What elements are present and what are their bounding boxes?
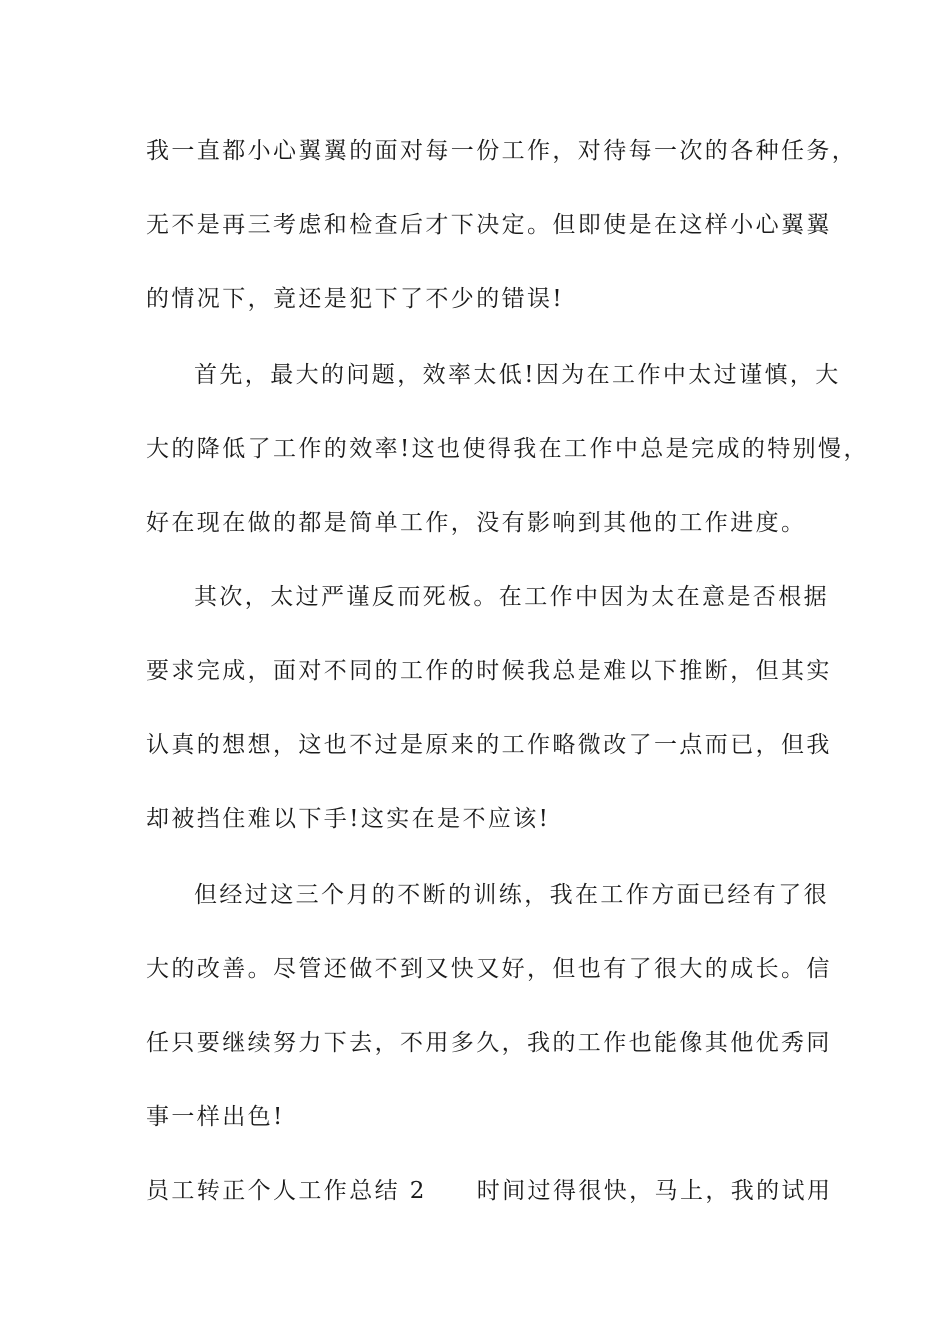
section-title: 员工转正个人工作总结 2 bbox=[146, 1178, 427, 1204]
paragraph-line: 但经过这三个月的不断的训练，我在工作方面已经有了很 bbox=[194, 882, 829, 908]
paragraph-line: 无不是再三考虑和检查后才下决定。但即使是在这样小心翼翼 bbox=[146, 212, 832, 238]
paragraph-line: 大的改善。尽管还做不到又快又好，但也有了很大的成长。信 bbox=[146, 956, 832, 982]
paragraph-line: 好在现在做的都是简单工作，没有影响到其他的工作进度。 bbox=[146, 510, 807, 536]
paragraph-line: 首先，最大的问题，效率太低!因为在工作中太过谨慎，大 bbox=[194, 362, 841, 388]
paragraph-line: 其次，太过严谨反而死板。在工作中因为太在意是否根据 bbox=[194, 584, 829, 610]
section-text: 时间过得很快，马上，我的试用 bbox=[476, 1178, 833, 1204]
paragraph-line: 认真的想想，这也不过是原来的工作略微改了一点而已，但我 bbox=[146, 732, 832, 758]
paragraph-line: 大的降低了工作的效率!这也使得我在工作中总是完成的特别慢， bbox=[146, 436, 869, 462]
paragraph-line: 我一直都小心翼翼的面对每一份工作，对待每一次的各种任务， bbox=[146, 138, 858, 164]
paragraph-line: 任只要继续努力下去，不用多久，我的工作也能像其他优秀同 bbox=[146, 1030, 832, 1056]
paragraph-line: 要求完成，面对不同的工作的时候我总是难以下推断，但其实 bbox=[146, 658, 832, 684]
paragraph-line: 事一样出色! bbox=[146, 1104, 285, 1130]
paragraph-line: 的情况下，竟还是犯下了不少的错误! bbox=[146, 286, 565, 312]
paragraph-line: 却被挡住难以下手!这实在是不应该! bbox=[146, 806, 551, 832]
section-heading-line bbox=[146, 1176, 833, 1206]
